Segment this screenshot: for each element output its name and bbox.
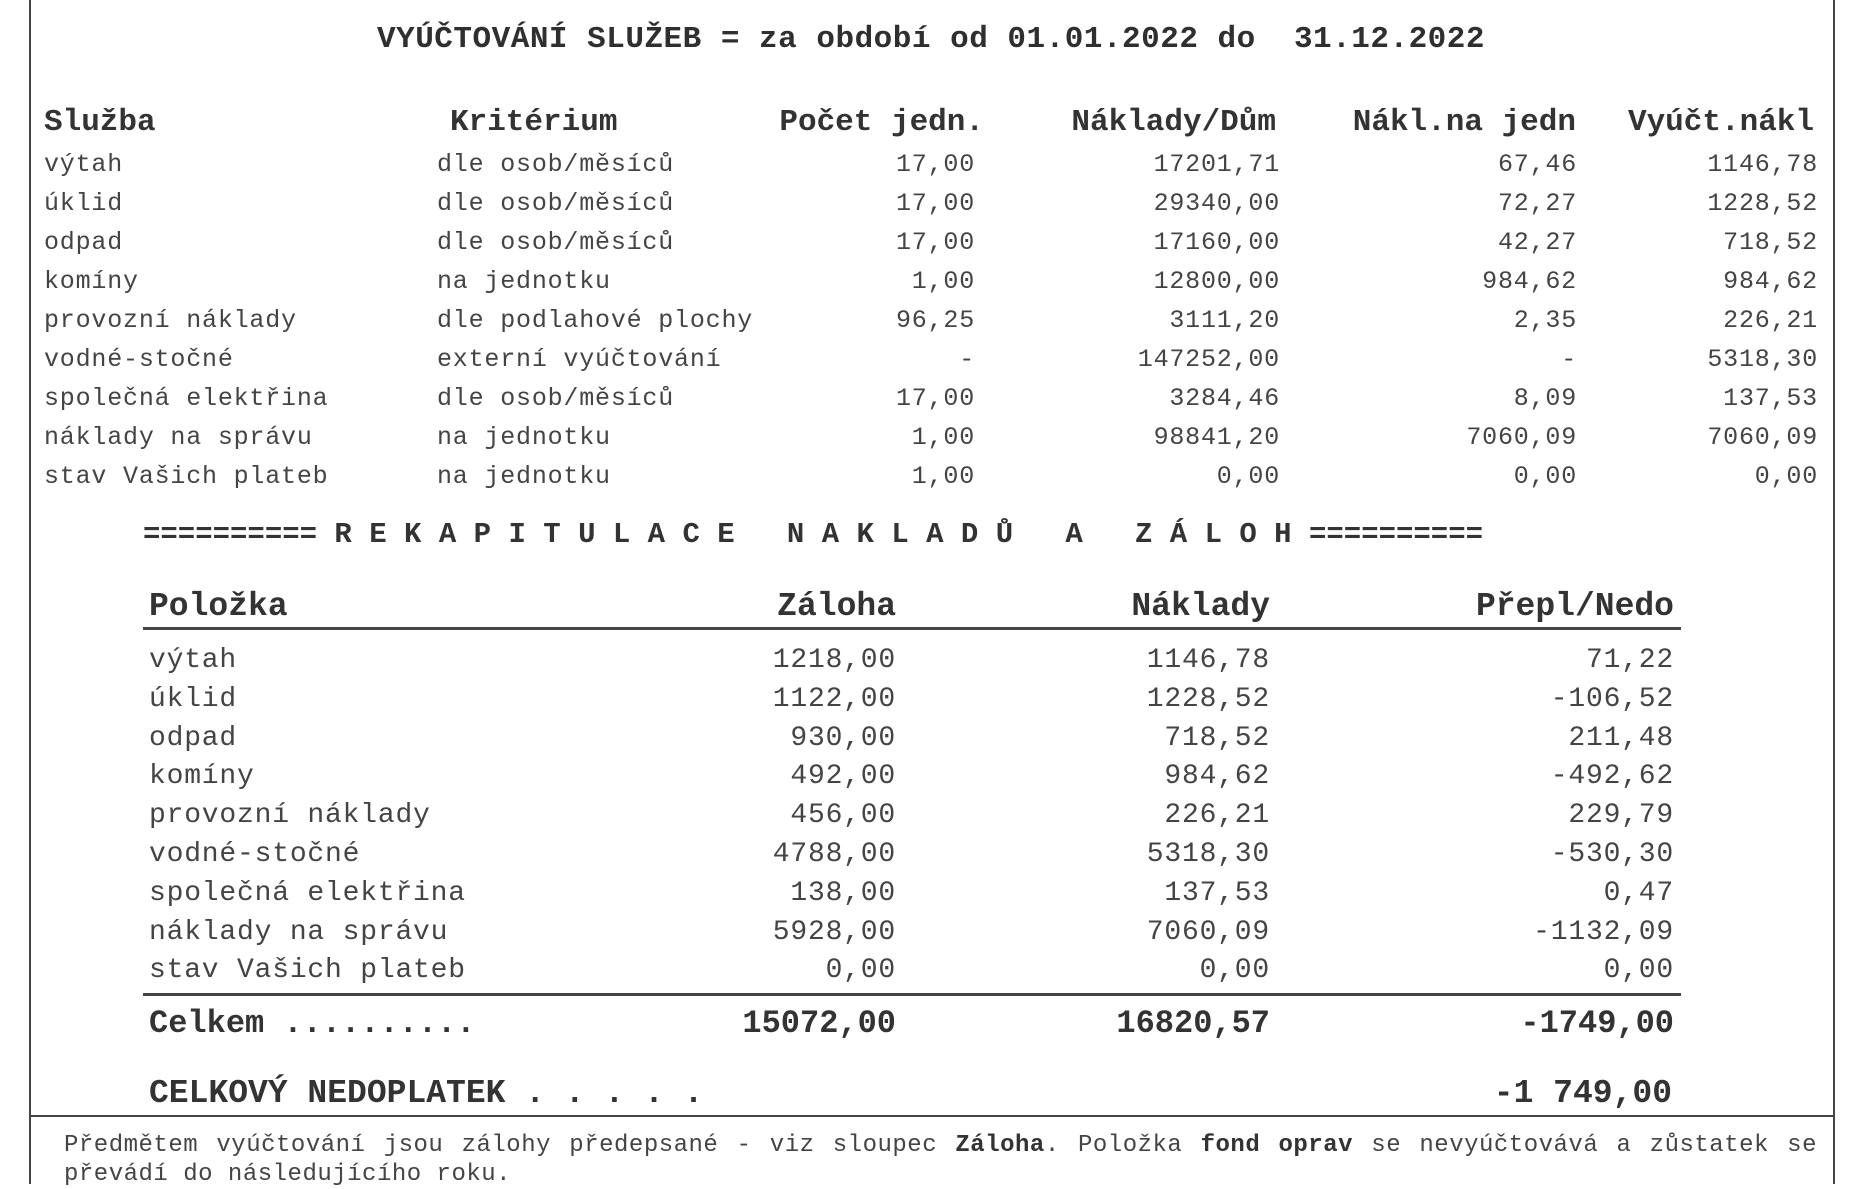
- recap-item-diff: -530,30: [1550, 839, 1674, 870]
- service-units: 17,00: [895, 384, 975, 413]
- total-diff: -1749,00: [1520, 1005, 1674, 1042]
- service-house-cost: 12800,00: [1153, 267, 1280, 296]
- recap-item-diff: -492,62: [1550, 761, 1674, 793]
- service-name: provozní náklady: [44, 306, 297, 335]
- service-unit-cost: 42,27: [1497, 228, 1577, 257]
- service-name: stav Vašich plateb: [44, 462, 329, 491]
- service-name: náklady na správu: [44, 423, 313, 452]
- recap-item-naklady: 1228,52: [1146, 683, 1270, 715]
- service-criterion: na jednotku: [437, 267, 611, 296]
- col-header-vyuct-nakl: Vyúčt.nákl: [1627, 105, 1814, 140]
- service-house-cost: 98841,20: [1153, 423, 1280, 452]
- grand-total-label: CELKOVÝ NEDOPLATEK . . . . .: [149, 1075, 704, 1112]
- service-house-cost: 17201,71: [1153, 150, 1280, 179]
- recap-item-name: výtah: [149, 645, 238, 676]
- service-criterion: dle osob/měsíců: [437, 150, 675, 179]
- recap-item-diff: 0,00: [1603, 955, 1674, 987]
- service-criterion: dle osob/měsíců: [437, 384, 675, 413]
- service-billed-cost: 5318,30: [1707, 345, 1818, 374]
- service-unit-cost: 0,00: [1513, 462, 1577, 491]
- service-house-cost: 147252,00: [1137, 345, 1280, 374]
- service-units: 1,00: [911, 462, 975, 491]
- recap-item-naklady: 5318,30: [1146, 839, 1270, 870]
- total-zaloha: 15072,00: [742, 1005, 896, 1042]
- recap-item-zaloha: 1218,00: [772, 645, 896, 676]
- recap-item-naklady: 7060,09: [1146, 916, 1270, 948]
- service-house-cost: 17160,00: [1153, 228, 1280, 257]
- recap-item-name: společná elektřina: [149, 877, 466, 909]
- service-name: vodné-stočné: [44, 345, 234, 374]
- service-house-cost: 3111,20: [1169, 306, 1280, 335]
- service-criterion: na jednotku: [437, 423, 611, 452]
- service-name: úklid: [44, 189, 124, 218]
- service-criterion: dle osob/měsíců: [437, 228, 675, 257]
- recap-header-divider: [143, 627, 1681, 630]
- note-bold-zaloha: Záloha: [955, 1132, 1045, 1159]
- recap-item-diff: 211,48: [1568, 722, 1674, 754]
- footer-note: [64, 1131, 1817, 1189]
- recap-item-zaloha: 456,00: [790, 800, 896, 832]
- col-header-polozka: Položka: [149, 588, 288, 625]
- service-name: komíny: [44, 267, 139, 296]
- recap-item-zaloha: 5928,00: [772, 916, 896, 948]
- recap-item-diff: -1132,09: [1533, 916, 1674, 948]
- col-header-nakl-na-jedn: Nákl.na jedn: [1352, 105, 1576, 140]
- service-units: 17,00: [895, 228, 975, 257]
- recap-item-name: odpad: [149, 722, 238, 754]
- recap-item-zaloha: 138,00: [790, 877, 896, 909]
- col-header-sluzba: Služba: [44, 105, 156, 140]
- recap-item-name: provozní náklady: [149, 800, 431, 832]
- service-criterion: externí vyúčtování: [437, 345, 722, 374]
- service-billed-cost: 137,53: [1723, 384, 1818, 413]
- recap-item-naklady: 1146,78: [1146, 645, 1270, 676]
- recap-item-name: komíny: [149, 761, 255, 793]
- grand-total-value: -1 749,00: [1493, 1075, 1672, 1112]
- service-units: 96,25: [895, 306, 975, 335]
- recap-item-zaloha: 0,00: [825, 955, 896, 987]
- service-unit-cost: 2,35: [1513, 306, 1577, 335]
- service-billed-cost: 718,52: [1723, 228, 1818, 257]
- service-house-cost: 29340,00: [1153, 189, 1280, 218]
- service-units: -: [959, 345, 975, 374]
- col-header-pocet: Počet jedn.: [779, 105, 984, 140]
- service-units: 1,00: [911, 423, 975, 452]
- note-text-2: . Položka: [1044, 1132, 1201, 1159]
- recap-item-naklady: 0,00: [1199, 955, 1270, 987]
- recap-item-zaloha: 492,00: [790, 761, 896, 793]
- service-unit-cost: 8,09: [1513, 384, 1577, 413]
- recap-item-name: vodné-stočné: [149, 839, 361, 870]
- recap-item-zaloha: 930,00: [790, 722, 896, 754]
- col-header-kriterium: Kritérium: [450, 105, 618, 140]
- service-name: výtah: [44, 150, 124, 179]
- page-title: VYÚČTOVÁNÍ SLUŽEB = za období od 01.01.2022 do 31.12.2022: [377, 22, 1485, 57]
- col-header-prepl-nedo: Přepl/Nedo: [1475, 588, 1674, 625]
- recap-item-diff: 0,47: [1603, 877, 1674, 909]
- service-unit-cost: 67,46: [1497, 150, 1577, 179]
- service-unit-cost: -: [1561, 345, 1577, 374]
- recap-item-naklady: 984,62: [1164, 761, 1270, 793]
- col-header-naklady-dum: Náklady/Dům: [1071, 105, 1276, 140]
- service-criterion: dle podlahové plochy: [437, 306, 754, 335]
- col-header-zaloha: Záloha: [777, 588, 896, 625]
- service-billed-cost: 0,00: [1754, 462, 1818, 491]
- service-billed-cost: 984,62: [1723, 267, 1818, 296]
- service-units: 17,00: [895, 150, 975, 179]
- service-billed-cost: 7060,09: [1707, 423, 1818, 452]
- recap-item-zaloha: 1122,00: [772, 683, 896, 715]
- recap-item-name: úklid: [149, 683, 238, 715]
- service-criterion: dle osob/měsíců: [437, 189, 675, 218]
- recap-total-divider: [143, 993, 1681, 996]
- service-house-cost: 3284,46: [1169, 384, 1280, 413]
- recap-item-name: stav Vašich plateb: [149, 955, 466, 987]
- note-text-1: Předmětem vyúčtování jsou zálohy předepsané - viz sloupec: [64, 1132, 956, 1159]
- note-bold-fond-oprav: fond oprav: [1200, 1132, 1354, 1159]
- service-unit-cost: 984,62: [1482, 267, 1577, 296]
- service-billed-cost: 1228,52: [1707, 189, 1818, 218]
- recap-item-zaloha: 4788,00: [772, 839, 896, 870]
- recap-item-diff: 71,22: [1585, 645, 1674, 676]
- service-billed-cost: 1146,78: [1707, 150, 1818, 179]
- recap-item-diff: 229,79: [1568, 800, 1674, 832]
- service-house-cost: 0,00: [1216, 462, 1280, 491]
- service-name: společná elektřina: [44, 384, 329, 413]
- note-text-3: se nevyúčtovává a zůstatek se převádí do následujícího roku.: [64, 1132, 1817, 1188]
- recap-item-naklady: 137,53: [1164, 877, 1270, 909]
- recap-item-name: náklady na správu: [149, 916, 449, 948]
- service-unit-cost: 7060,09: [1466, 423, 1577, 452]
- col-header-naklady: Náklady: [1131, 588, 1270, 625]
- total-naklady: 16820,57: [1116, 1005, 1270, 1042]
- service-units: 1,00: [911, 267, 975, 296]
- service-criterion: na jednotku: [437, 462, 611, 491]
- recap-item-naklady: 226,21: [1164, 800, 1270, 832]
- recap-title: ========== R E K A P I T U L A C E N A K L A D Ů A Z Á L O H ==========: [143, 518, 1484, 551]
- service-billed-cost: 226,21: [1723, 306, 1818, 335]
- service-name: odpad: [44, 228, 124, 257]
- service-unit-cost: 72,27: [1497, 189, 1577, 218]
- recap-item-diff: -106,52: [1550, 683, 1674, 715]
- service-units: 17,00: [895, 189, 975, 218]
- footer-divider: [29, 1115, 1835, 1117]
- total-label: Celkem ..........: [149, 1005, 476, 1042]
- recap-item-naklady: 718,52: [1164, 722, 1270, 754]
